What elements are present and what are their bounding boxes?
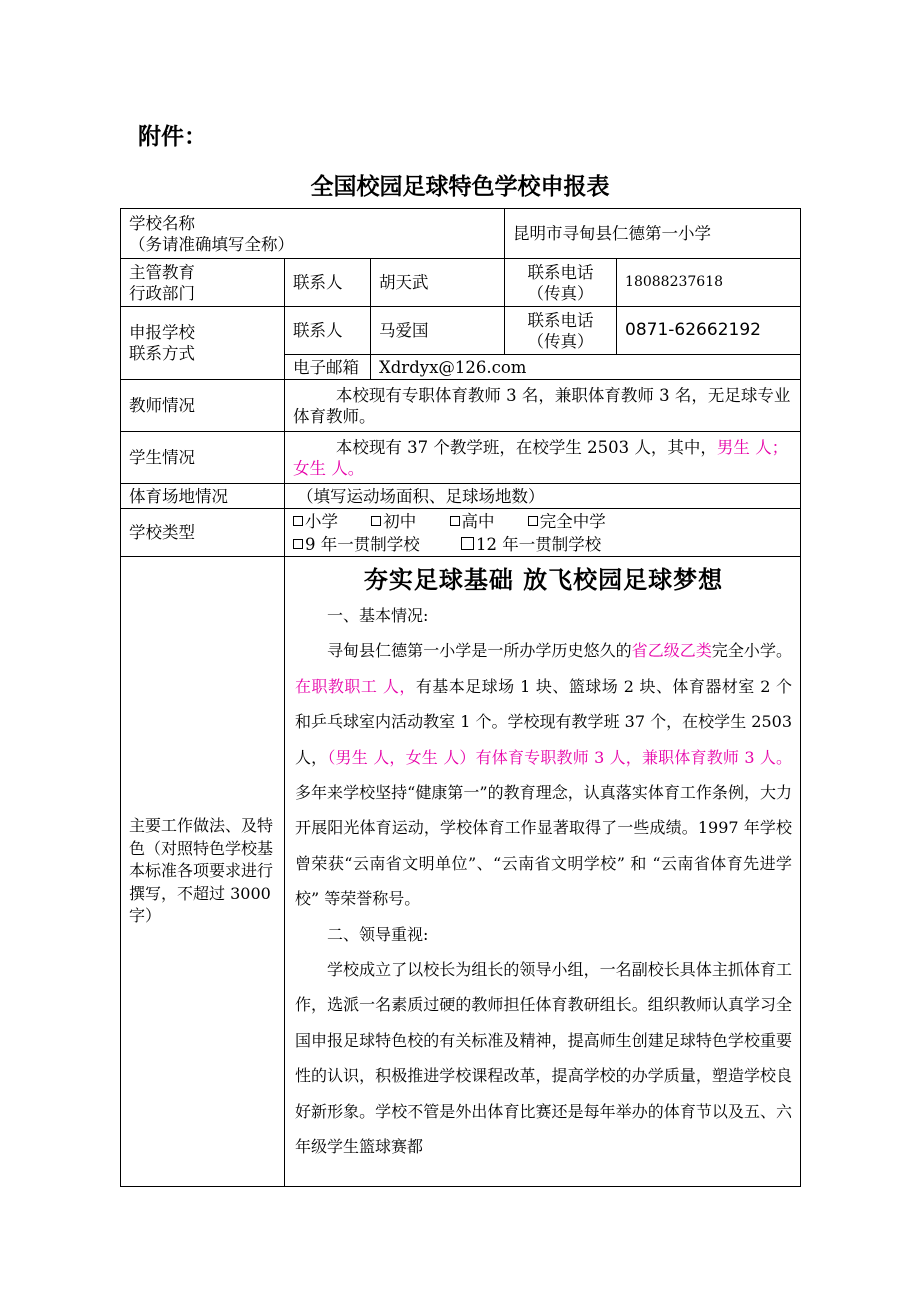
checkbox-icon [450, 516, 460, 526]
school-type-line2 [293, 533, 792, 556]
teachers-text: 本校现有专职体育教师 3 名，兼职体育教师 3 名，无足球专业体育教师。 [285, 380, 801, 432]
admin-contact-label: 联系人 [285, 259, 371, 307]
row-admin-dept [121, 259, 801, 307]
students-text [285, 432, 801, 484]
admin-phone-value: 18088237618 [617, 259, 801, 307]
type-option-junior[interactable]: 初中 [371, 512, 416, 531]
venue-label: 体育场地情况 [121, 484, 285, 509]
section-heading-basic: 一、基本情况: [327, 606, 429, 625]
essay-title: 夯实足球基础 放飞校园足球梦想 [363, 565, 724, 594]
students-text-main: 本校现有 37 个教学班，在校学生 2503 人，其中， [335, 437, 717, 457]
students-label: 学生情况 [121, 432, 285, 484]
paragraph-basic-info: 寻甸县仁德第一小学是一所办学历史悠久的省乙级乙类完全小学。在职教职工 人，有基本足球场 1 块、篮球场 2 块、体育器材室 2 个和乒乓球室内活动教室 1 个。学校现有教学班 37 个，在校学生 2503 人，（男生 人，女生 人）有体育专职教师 3 人，兼职体育教师 3 人。多年来学校坚持“健康第一”的教育理念，认真落实体育工作条例，大力开展阳光体育运动，学校体育工作显著取得了一些成绩。1997 年学校曾荣获“云南省文明单位”、“云南省文明学校” 和 “云南省体育先进学校” 等荣誉称号。 [295, 641, 793, 909]
row-applicant-contact [121, 307, 801, 355]
applicant-contact-label: 申报学校 联系方式 [121, 307, 285, 380]
application-form-table [120, 208, 801, 1187]
checkbox-icon [528, 516, 538, 526]
type-option-12-year[interactable]: 12 年一贯制学校 [461, 535, 601, 554]
admin-phone-label: 联系电话 （传真） [505, 259, 617, 307]
teachers-label: 教师情况 [121, 380, 285, 432]
applicant-phone-value: 0871-62662192 [617, 307, 801, 355]
email-value: Xdrdyx@126.com [371, 355, 801, 380]
main-work-content [285, 557, 801, 1187]
applicant-contact-person-label: 联系人 [285, 307, 371, 355]
checkbox-icon [293, 516, 303, 526]
applicant-phone-label: 联系电话 （传真） [505, 307, 617, 355]
row-students [121, 432, 801, 484]
school-name-label: 学校名称 （务请准确填写全称） [121, 209, 505, 259]
checkbox-icon [371, 516, 381, 526]
row-school-type [121, 509, 801, 557]
row-school-name [121, 209, 801, 259]
row-teachers [121, 380, 801, 432]
form-title: 全国校园足球特色学校申报表 [310, 174, 610, 200]
school-type-label: 学校类型 [121, 509, 285, 557]
row-venue [121, 484, 801, 509]
email-label: 电子邮箱 [285, 355, 371, 380]
school-type-line1 [293, 510, 792, 533]
students-gender-text: 男生 人；女生 人。 [293, 437, 789, 478]
type-option-primary[interactable]: 小学 [293, 512, 338, 531]
admin-contact-name: 胡天武 [371, 259, 505, 307]
checkbox-icon [461, 537, 474, 550]
row-main-work [121, 557, 801, 1187]
paragraph-leadership: 学校成立了以校长为组长的领导小组，一名副校长具体主抓体育工作，选派一名素质过硬的教师担任体育教研组长。组织教师认真学习全国申报足球特色校的有关标准及精神，提高师生创建足球特色学校重要性的认识，积极推进学校课程改革，提高学校的办学质量，塑造学校良好新形象。学校不管是外出体育比赛还是每年举办的体育节以及五、六年级学生篮球赛都 [295, 960, 793, 1157]
applicant-contact-name: 马爱国 [371, 307, 505, 355]
admin-dept-label: 主管教育 行政部门 [121, 259, 285, 307]
attachment-heading: 附件： [138, 124, 207, 150]
main-work-label: 主要工作做法、及特色（对照特色学校基本标准各项要求进行撰写，不超过 3000 字） [121, 557, 285, 1187]
school-type-options [285, 509, 801, 557]
checkbox-icon [293, 539, 303, 549]
school-name-value: 昆明市寻甸县仁德第一小学 [505, 209, 801, 259]
type-option-9-year[interactable]: 9 年一贯制学校 [293, 535, 420, 554]
venue-text: （填写运动场面积、足球场地数） [285, 484, 801, 509]
section-heading-leadership: 二、领导重视: [327, 924, 429, 944]
type-option-complete-middle[interactable]: 完全中学 [528, 512, 606, 531]
type-option-senior[interactable]: 高中 [450, 512, 495, 531]
